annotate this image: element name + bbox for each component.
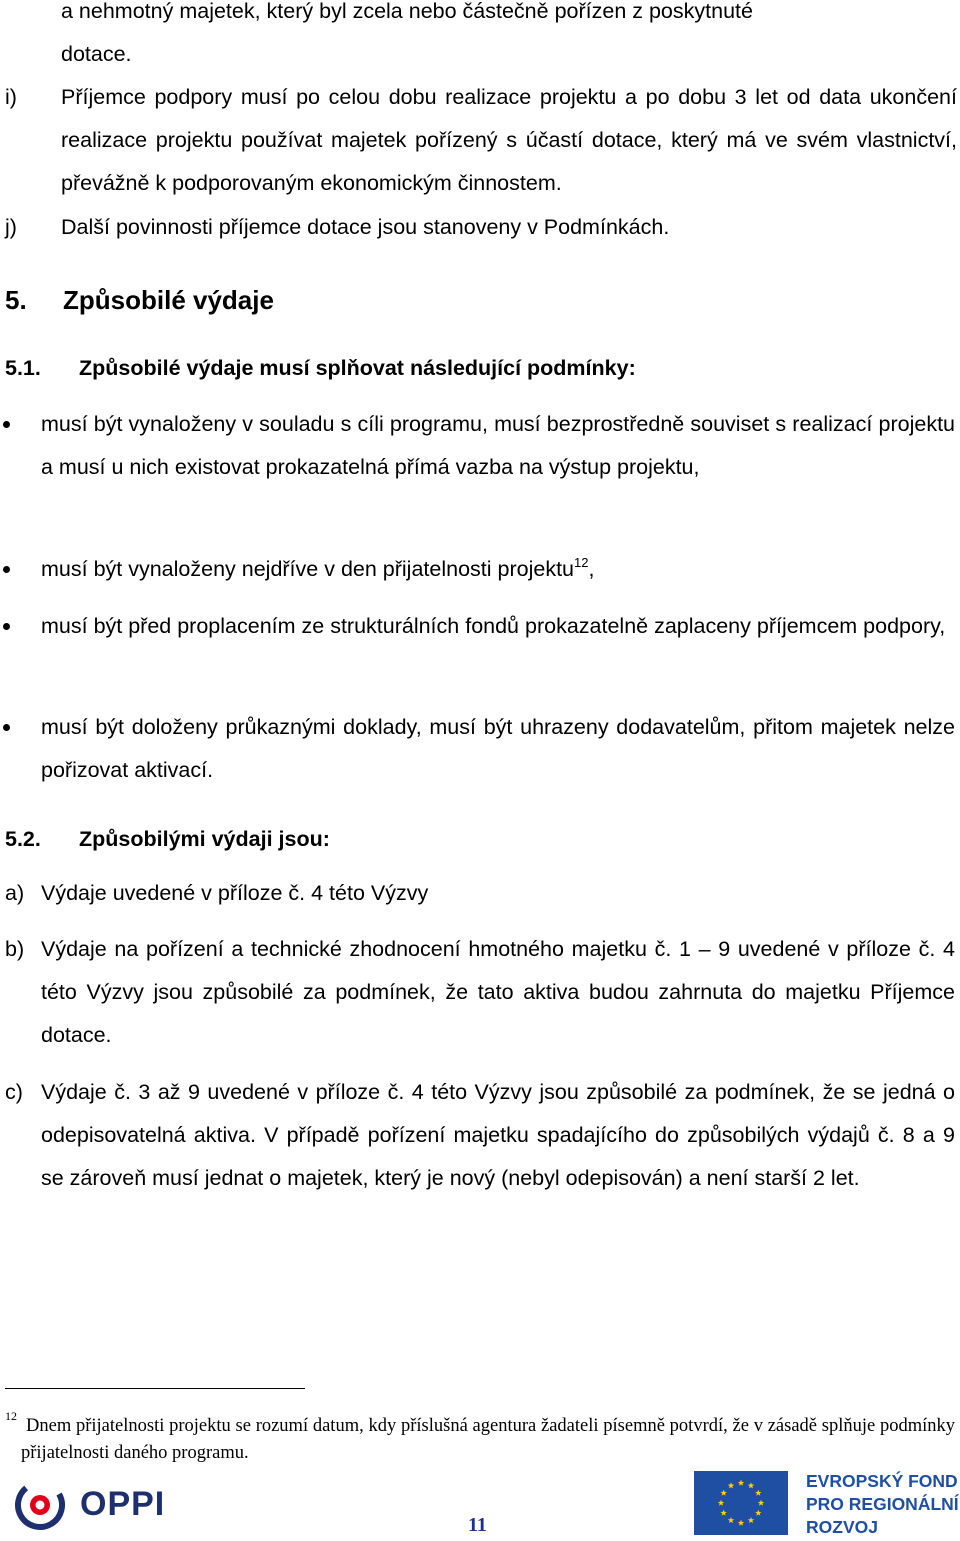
page-number: 11: [468, 1514, 487, 1536]
section-5-1-title: Způsobilé výdaje musí splňovat následující podmínky:: [79, 356, 636, 380]
oppi-logo-mark: [12, 1475, 72, 1535]
bullet-2-text: musí být vynaloženy nejdříve v den přijatelnosti projektu: [41, 557, 574, 581]
section-5-title: Způsobilé výdaje: [63, 285, 274, 315]
footnote-separator: [5, 1388, 305, 1389]
eu-flag-icon: [694, 1471, 788, 1535]
footnote-ref: 12: [574, 555, 589, 570]
eu-star-icon: [738, 1520, 744, 1526]
item-a-text: Výdaje uvedené v příloze č. 4 této Výzvy: [41, 881, 429, 905]
eu-star-icon: [755, 1490, 761, 1496]
eu-star-icon: [720, 1510, 726, 1516]
section-5-number: 5.: [5, 285, 27, 315]
continuation-line-1: a nehmotný majetek, který byl zcela nebo částečně pořízen z poskytnuté: [61, 0, 753, 23]
eu-star-icon: [758, 1500, 764, 1506]
bullet-2-suffix: ,: [588, 557, 595, 581]
eu-star-icon: [755, 1510, 761, 1516]
bullet-dot: [3, 566, 10, 573]
eu-star-icon: [748, 1482, 754, 1488]
item-c-label: c): [5, 1080, 23, 1104]
eu-star-icon: [720, 1490, 726, 1496]
eu-star-icon: [728, 1517, 734, 1523]
section-5-2-number: 5.2.: [5, 827, 41, 851]
eu-star-icon: [728, 1482, 734, 1488]
item-b-label: b): [5, 937, 25, 961]
bullet-3-text: musí být před proplacením ze strukturálních fondů prokazatelně zaplaceny příjemcem podpory,: [41, 614, 946, 638]
item-i-label: i): [5, 85, 17, 109]
eu-star-icon: [748, 1517, 754, 1523]
item-c-text: Výdaje č. 3 až 9 uvedené v příloze č. 4 této Výzvy jsou způsobilé za podmínek, že se jedná o odepisovatelná aktiva. V případě pořízení majetku spadajícího do způsobilých výdajů č. 8 a 9 se zároveň musí jednat o majetek, který je nový (nebyl odepisován) a není starší 2 let.: [41, 1080, 955, 1190]
item-a-label: a): [5, 881, 25, 905]
bullet-1-text: musí být vynaloženy v souladu s cíli programu, musí bezprostředně souviset s realizací projektu a musí u nich existovat prokazatelná přímá vazba na výstup projektu,: [41, 412, 955, 479]
bullet-2: [41, 548, 955, 593]
eu-star-icon: [738, 1480, 744, 1486]
eu-stars-icon: [694, 1471, 788, 1535]
bullet-dot: [3, 724, 10, 731]
oppi-logo-icon: [12, 1475, 72, 1535]
footnote-text: Dnem přijatelnosti projektu se rozumí datum, kdy příslušná agentura žadateli písemně potvrdí, že v zásadě splňuje podmínky přijatelnosti daného programu.: [21, 1416, 955, 1463]
bullet-4-text: musí být doloženy průkaznými doklady, musí být uhrazeny dodavatelům, přitom majetek nelze pořizovat aktivací.: [41, 715, 955, 782]
eu-star-icon: [718, 1500, 724, 1506]
eu-fund-line-3: ROZVOJ: [806, 1517, 878, 1537]
eu-fund-line-2: PRO REGIONÁLNÍ: [806, 1494, 959, 1514]
item-b-text: Výdaje na pořízení a technické zhodnocení hmotného majetku č. 1 – 9 uvedené v příloze č. 4 této Výzvy jsou způsobilé za podmínek, že tato aktiva budou zahrnuta do majetku Příjemce dotace.: [41, 937, 955, 1047]
bullet-dot: [3, 421, 10, 428]
oppi-logo-text: OPPI: [80, 1485, 166, 1523]
section-5-1-number: 5.1.: [5, 356, 41, 380]
eu-fund-text: [806, 1470, 959, 1539]
section-5-2-title: Způsobilými výdaji jsou:: [79, 827, 330, 851]
item-j-label: j): [5, 215, 17, 239]
bullet-dot: [3, 623, 10, 630]
item-i-text: Příjemce podpory musí po celou dobu realizace projektu a po dobu 3 let od data ukončení realizace projektu používat majetek pořízený s účastí dotace, který má ve svém vlastnictví, převážně k podporovaným ekonomickým činnostem.: [61, 85, 957, 195]
item-j-text: Další povinnosti příjemce dotace jsou stanoveny v Podmínkách.: [61, 215, 670, 239]
eu-fund-line-1: EVROPSKÝ FOND: [806, 1471, 958, 1491]
footnote-number: 12: [5, 1409, 17, 1423]
continuation-line-2: dotace.: [61, 42, 132, 66]
